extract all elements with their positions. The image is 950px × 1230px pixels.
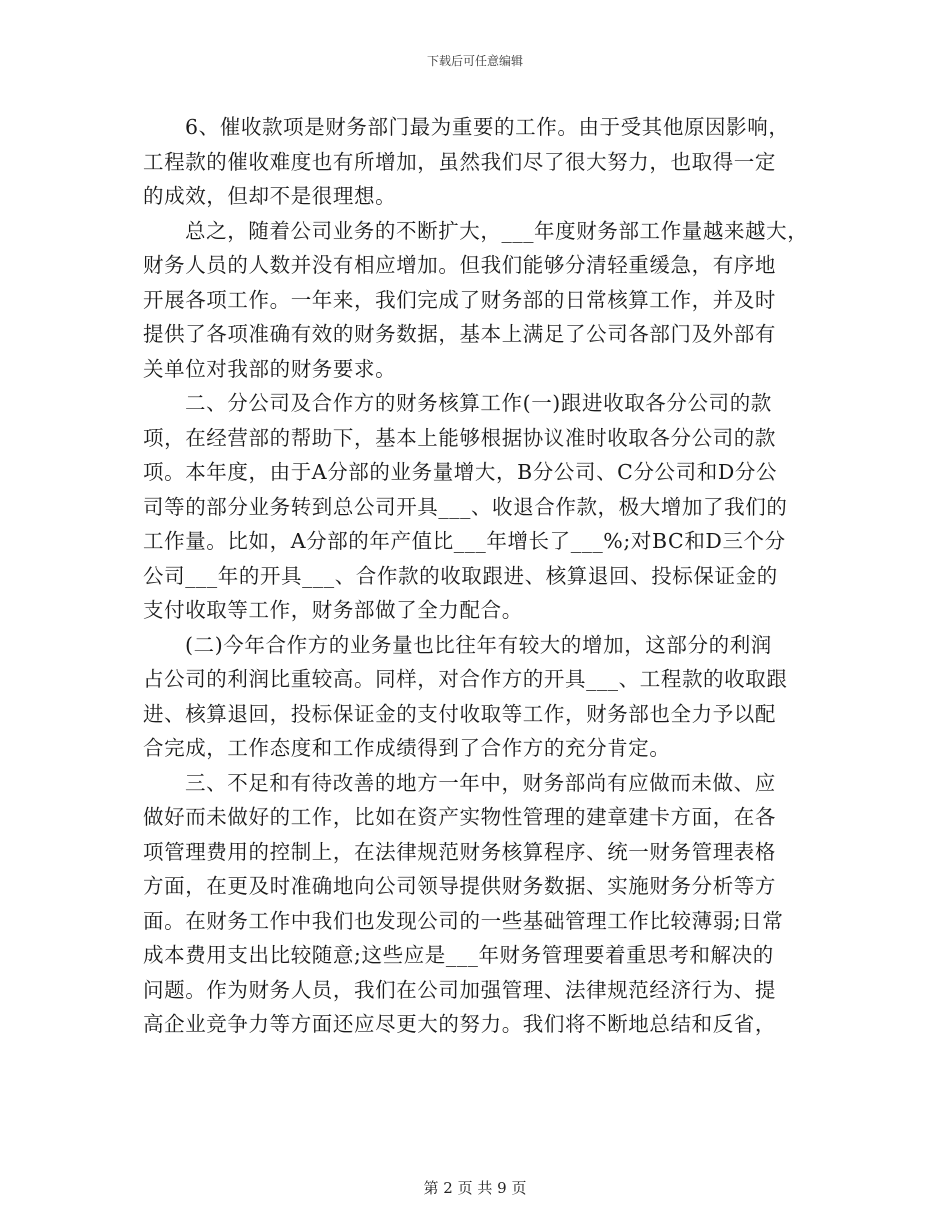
paragraph-line: 工作量。比如，A分部的年产值比___年增长了___%;对BC和D三个分	[143, 529, 786, 553]
paragraph-line: 面。在财务工作中我们也发现公司的一些基础管理工作比较薄弱;日常	[143, 908, 784, 933]
paragraph-line: 项管理费用的控制上，在法律规范财务核算程序、统一财务管理表格	[143, 839, 776, 864]
paragraph-summary	[143, 214, 815, 387]
page-header: 下载后可任意编辑	[426, 54, 523, 68]
paragraph-line: 司等的部分业务转到总公司开具___、收退合作款，极大增加了我们的	[143, 494, 788, 519]
paragraph-line: 财务人员的人数并没有相应增加。但我们能够分清轻重缓急，有序地	[143, 253, 776, 277]
paragraph-line: 方面，在更及时准确地向公司领导提供财务数据、实施财务分析等方	[143, 874, 776, 898]
paragraph-line: 提供了各项准确有效的财务数据，基本上满足了公司各部门及外部有	[143, 322, 776, 346]
paragraph-collection	[143, 110, 815, 214]
paragraph-line: 总之，随着公司业务的不断扩大，___年度财务部工作量越来越大，	[185, 218, 809, 243]
paragraph-shortcomings	[143, 766, 815, 1042]
paragraph-line: 成本费用支出比较随意;这些应是___年财务管理要着重思考和解决的	[143, 943, 774, 967]
paragraph-line: 公司___年的开具___、合作款的收取跟进、核算退回、投标保证金的	[143, 563, 778, 588]
page-number: 第 2 页 共 9 页	[423, 1179, 527, 1197]
paragraph-line: 工程款的催收难度也有所增加，虽然我们尽了很大努力，也取得一定	[143, 149, 776, 174]
paragraph-line: 项，在经营部的帮助下，基本上能够根据协议准时收取各分公司的款	[143, 425, 776, 450]
paragraph-branch-accounting	[143, 386, 815, 628]
paragraph-line: 开展各项工作。一年来，我们完成了财务部的日常核算工作，并及时	[143, 287, 776, 312]
paragraph-line: 做好而未做好的工作，比如在资产实物性管理的建章建卡方面，在各	[143, 805, 776, 829]
paragraph-line: 问题。作为财务人员，我们在公司加强管理、法律规范经济行为、提	[143, 977, 776, 1002]
paragraph-line: 进、核算退回，投标保证金的支付收取等工作，财务部也全力予以配	[143, 701, 776, 726]
paragraph-line: 支付收取等工作，财务部做了全力配合。	[143, 598, 523, 622]
paragraph-line: 项。本年度，由于A分部的业务量增大，B分公司、C分公司和D分公	[143, 460, 778, 484]
paragraph-line: 合完成，工作态度和工作成绩得到了合作方的充分肯定。	[143, 736, 671, 760]
paragraph-line: 三、不足和有待改善的地方一年中，财务部尚有应做而未做、应	[185, 770, 776, 795]
paragraph-line: 占公司的利润比重较高。同样，对合作方的开具___、工程款的收取跟	[143, 667, 788, 691]
paragraph-line: 的成效，但却不是很理想。	[143, 184, 397, 208]
document-body	[143, 110, 815, 1042]
paragraph-line: 二、分公司及合作方的财务核算工作(一)跟进收取各分公司的款	[185, 391, 772, 415]
paragraph-line: 6、催收款项是财务部门最为重要的工作。由于受其他原因影响，	[185, 115, 790, 139]
paragraph-line: 高企业竞争力等方面还应尽更大的努力。我们将不断地总结和反省，	[143, 1012, 776, 1036]
paragraph-partners	[143, 628, 815, 766]
paragraph-line: (二)今年合作方的业务量也比往年有较大的增加，这部分的利润	[185, 632, 772, 657]
paragraph-line: 关单位对我部的财务要求。	[143, 356, 397, 381]
